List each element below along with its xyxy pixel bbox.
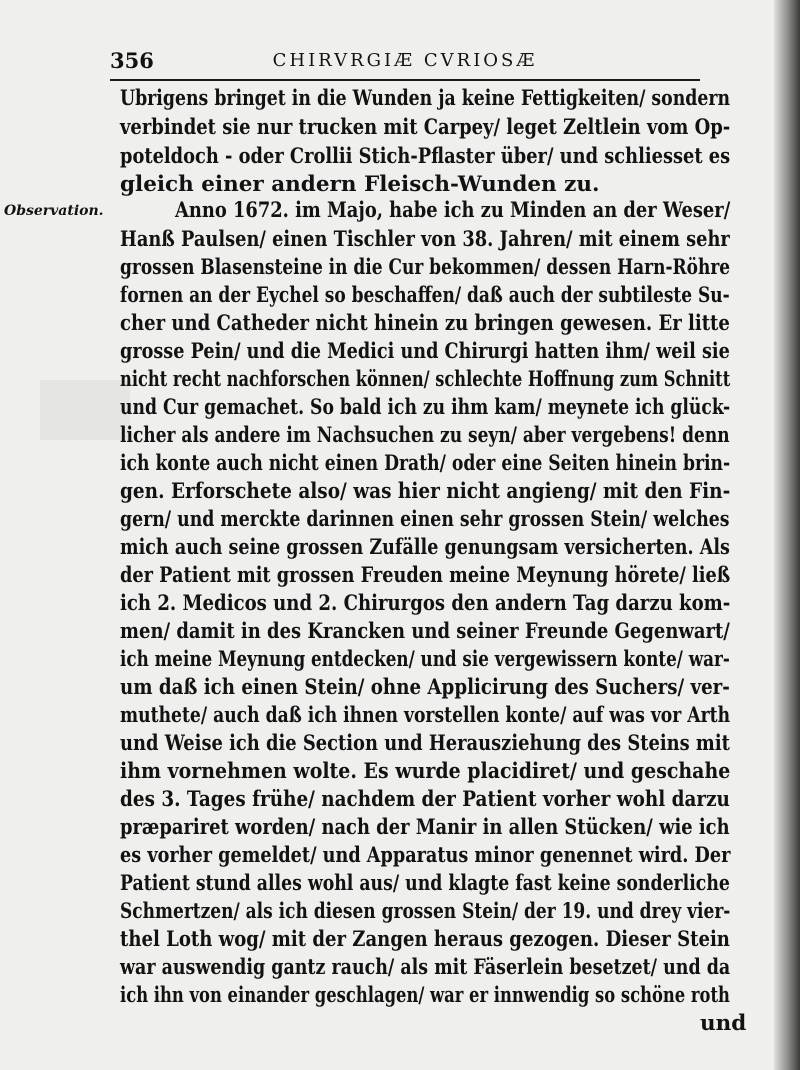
text-line: thel Loth wog/ mit der Zangen heraus gezogen. Dieser Stein [120,927,730,952]
text-line: ich 2. Medicos und 2. Chirurgos den andern Tag darzu kom- [120,591,731,616]
text-line: nicht recht nachforschen können/ schlechte Hoffnung zum Schnitt [120,367,731,392]
text-line: und Cur gemachet. So bald ich zu ihm kam/ meynete ich glück- [120,395,731,420]
text-line: men/ damit in des Krancken und seiner Freunde Gegenwart/ [120,619,730,644]
text-line: poteldoch - oder Crollii Stich-Pflaster über/ und schliesset es [120,144,731,169]
page-gutter-shadow [774,0,800,1070]
text-line: grosse Pein/ und die Medici und Chirurgi hatten ihm/ weil sie [120,339,730,364]
text-line: Patient stund alles wohl aus/ und klagte fast keine sonderliche [120,871,730,896]
text-line: mich auch seine grossen Zufälle genungsam versicherten. Als [120,535,730,560]
text-line: um daß ich einen Stein/ ohne Applicirung des Suchers/ ver- [120,675,730,700]
text-line: Ubrigens bringet in die Wunden ja keine Fettigkeiten/ sondern [120,86,731,111]
margin-note: Observation. [4,203,104,219]
text-line: muthete/ auch daß ich ihnen vorstellen konte/ auf was vor Arth [120,703,731,728]
text-line: es vorher gemeldet/ und Apparatus minor genennet wird. Der [120,843,731,868]
text-line: ich meine Meynung entdecken/ und sie vergewissern konte/ war- [120,647,730,672]
text-line: ihm vornehmen wolte. Es wurde placidiret/ und geschahe [120,759,731,784]
paper-show-through [40,380,130,440]
text-line: præpariret worden/ nach der Manir in allen Stücken/ wie ich [120,815,730,840]
page-number: 356 [110,48,154,73]
catchword: und [700,1011,747,1036]
text-line: Anno 1672. im Majo, habe ich zu Minden an der Weser/ [175,198,731,223]
text-line: gen. Erforschete also/ was hier nicht angieng/ mit den Fin- [120,479,731,504]
text-line: und Weise ich die Section und Herausziehung des Steins mit [120,731,730,756]
page-header [110,44,700,80]
text-line: der Patient mit grossen Freuden meine Meynung hörete/ ließ [120,563,731,588]
text-line: verbindet sie nur trucken mit Carpey/ leget Zeltlein vom Op- [120,115,731,140]
text-line: war auswendig gantz rauch/ als mit Fäserlein besetzet/ und da [120,955,731,980]
text-line: ich ihn von einander geschlagen/ war er innwendig so schöne roth [120,983,730,1008]
text-line: Hanß Paulsen/ einen Tischler von 38. Jahren/ mit einem sehr [120,227,730,252]
header-rule [110,79,700,81]
text-line: gern/ und merckte darinnen einen sehr grossen Stein/ welches [120,507,730,532]
text-line: fornen an der Eychel so beschaffen/ daß auch der subtileste Su- [120,283,730,308]
text-line: Schmertzen/ als ich diesen grossen Stein/ der 19. und drey vier- [120,899,731,924]
text-line: gleich einer andern Fleisch-Wunden zu. [120,172,600,197]
text-line: ich konte auch nicht einen Drath/ oder eine Seiten hinein brin- [120,451,731,476]
text-line: licher als andere im Nachsuchen zu seyn/ aber vergebens! denn [120,423,730,448]
text-line: cher und Catheder nicht hinein zu bringen gewesen. Er litte [120,311,730,336]
text-line: grossen Blasensteine in die Cur bekommen/ dessen Harn-Röhre [120,255,731,280]
text-line: des 3. Tages frühe/ nachdem der Patient vorher wohl darzu [120,787,730,812]
running-head: CHIRVRGIÆ CVRIOSÆ [272,50,538,71]
